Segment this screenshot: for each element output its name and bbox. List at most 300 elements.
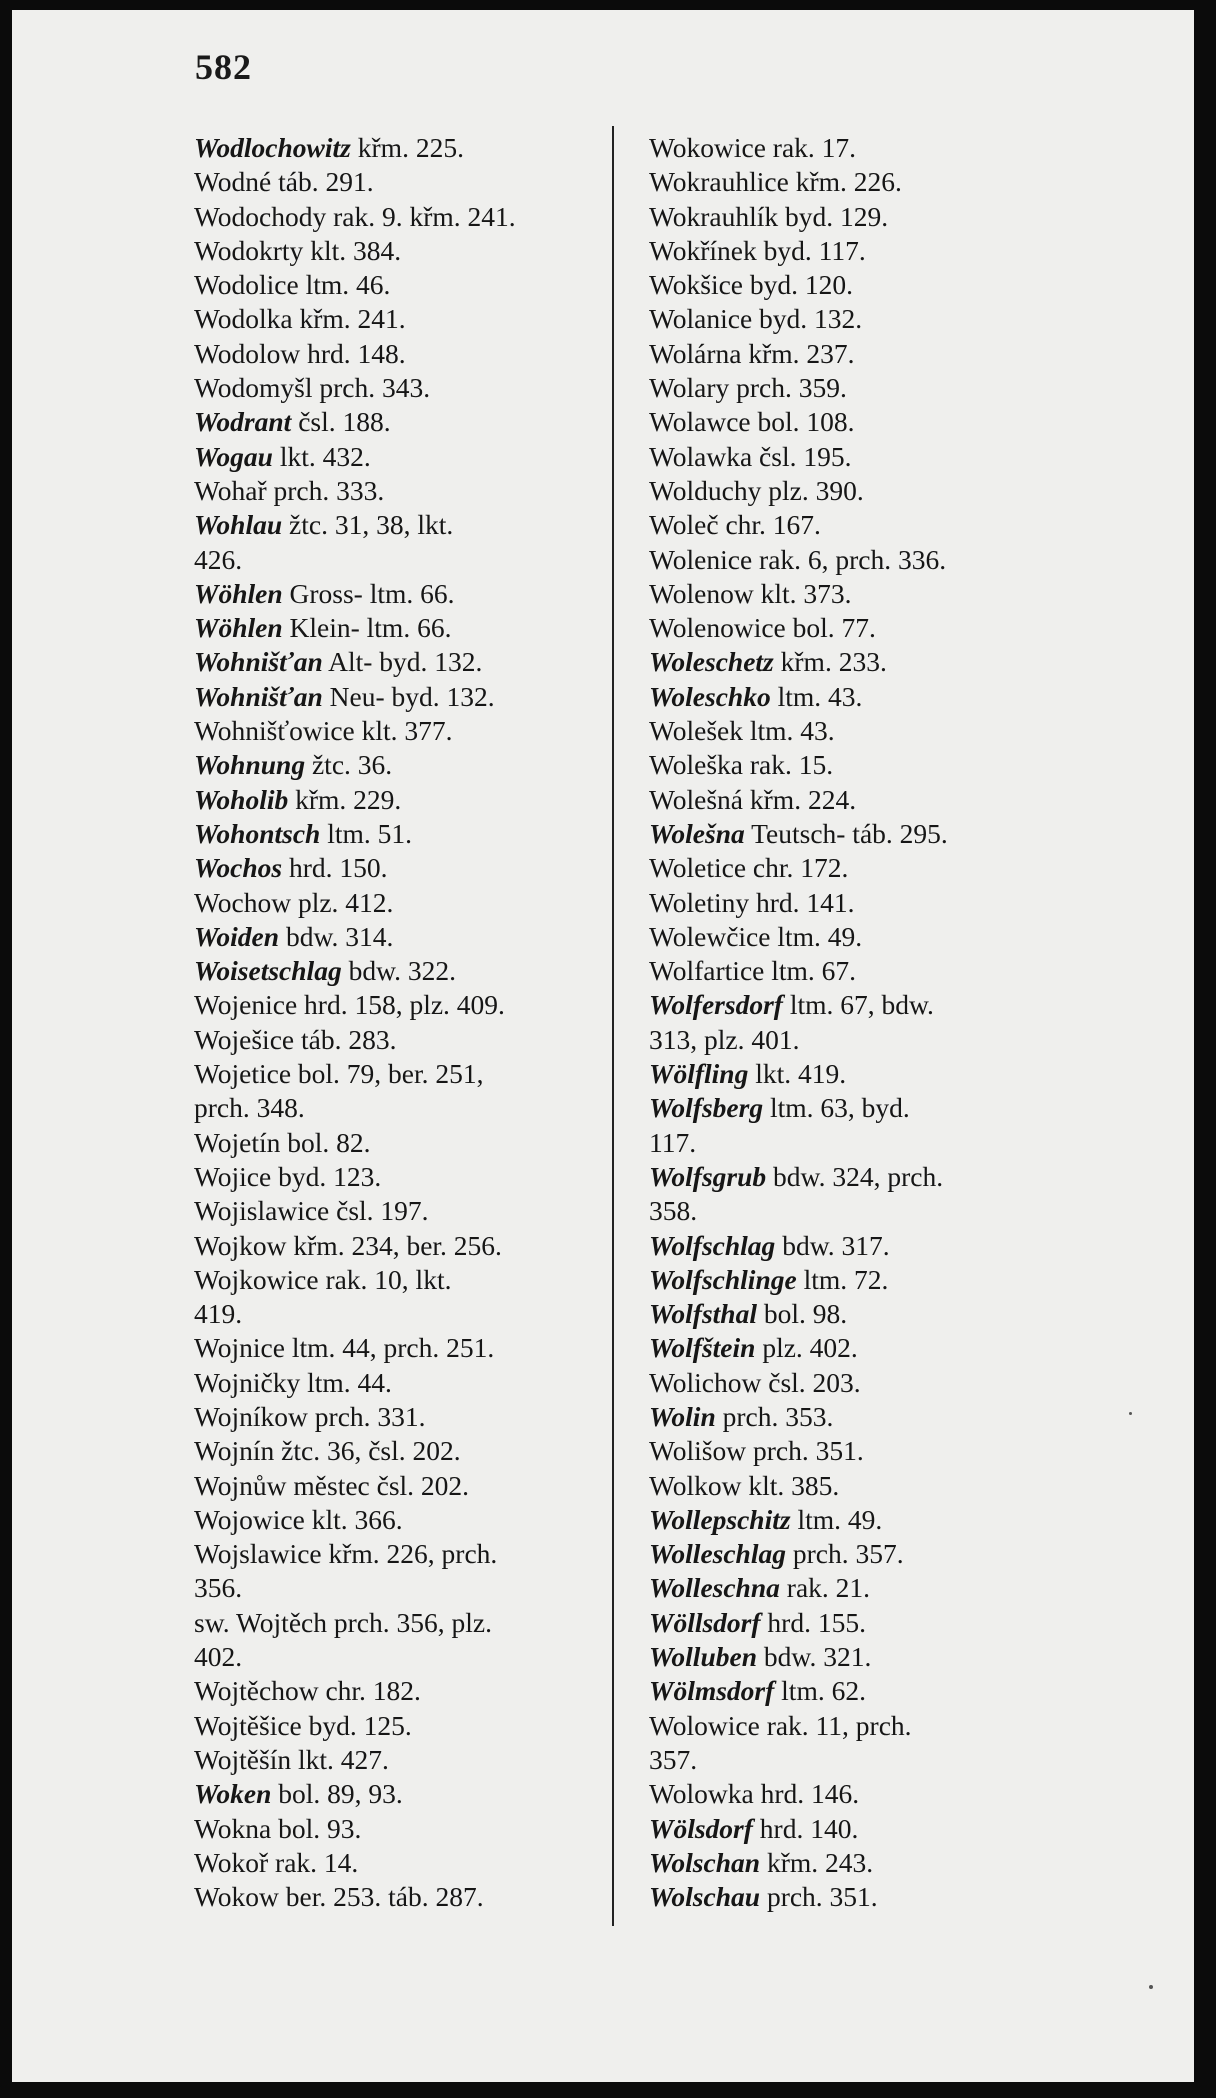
entry-headword: Wolfsgrub	[649, 1160, 767, 1192]
index-entry	[649, 1297, 1079, 1331]
entry-headword: Wohnung	[194, 749, 306, 781]
entry-references: prch. 356, plz.	[326, 1606, 492, 1638]
entry-headword: Wojnůw	[194, 1469, 287, 1501]
entry-references: klt. 384.	[303, 234, 402, 266]
index-entry	[194, 1434, 604, 1468]
index-entry	[649, 988, 1079, 1057]
entry-references: bol. 82.	[280, 1126, 371, 1158]
entry-references: byd. 129.	[778, 200, 889, 232]
index-entry	[649, 817, 1079, 851]
index-entry	[649, 577, 1079, 611]
index-entry	[194, 1880, 604, 1914]
entry-headword: Wöhlen	[194, 612, 283, 644]
entry-references: ltm. 44.	[300, 1366, 392, 1398]
index-entry	[194, 440, 604, 474]
entry-references: prch. 351.	[760, 1881, 878, 1913]
entry-headword: Woken	[194, 1778, 272, 1810]
index-entry	[649, 1091, 1079, 1160]
index-entry	[649, 405, 1079, 439]
index-entry	[194, 371, 604, 405]
index-entry	[194, 1263, 604, 1332]
entry-headword: Wolenice	[649, 543, 753, 575]
entry-references: byd. 117.	[756, 234, 866, 266]
entry-headword: Wolfsthal	[649, 1298, 757, 1330]
entry-headword: Wohnišťan	[194, 646, 323, 678]
entry-references: bdw. 321.	[757, 1641, 872, 1673]
entry-references: byd. 132.	[752, 303, 863, 335]
entry-headword: Wojtěchow	[194, 1675, 319, 1707]
column-divider	[612, 126, 614, 1926]
right-column	[649, 131, 1079, 1914]
index-entry	[649, 920, 1079, 954]
index-entry	[194, 1400, 604, 1434]
entry-references: ltm. 62.	[774, 1675, 866, 1707]
index-entry	[649, 1057, 1079, 1091]
entry-references: táb. 291.	[271, 166, 374, 198]
index-entry	[194, 131, 604, 165]
index-entry	[649, 474, 1079, 508]
entry-references: hrd. 155.	[760, 1606, 866, 1638]
entry-references: chr. 167.	[718, 509, 821, 541]
entry-headword: Wokoř	[194, 1846, 269, 1878]
entry-headword: Wodlochowitz	[194, 132, 351, 163]
entry-headword: Woleschetz	[649, 646, 774, 678]
entry-references: bol. 93.	[271, 1812, 362, 1844]
index-entry	[649, 1160, 1079, 1229]
entry-references: hrd. 150.	[282, 852, 388, 884]
page-number: 582	[195, 47, 252, 87]
entry-headword: Wolkow	[649, 1469, 742, 1501]
entry-references: Teutsch- táb. 295.	[744, 817, 948, 849]
entry-headword: Wokow	[194, 1881, 279, 1913]
index-entry	[649, 200, 1079, 234]
entry-headword: Woletice	[649, 852, 747, 884]
entry-headword: Wolfartice	[649, 955, 765, 987]
index-entry	[649, 1469, 1079, 1503]
index-entry	[649, 886, 1079, 920]
entry-headword: Wolfschlinge	[649, 1263, 797, 1295]
entry-headword: Wolichow	[649, 1366, 762, 1398]
entry-references: žtc. 36, čsl. 202.	[274, 1435, 461, 1467]
index-entry	[649, 1812, 1079, 1846]
entry-headword: Wolárna	[649, 337, 742, 369]
entry-headword: Wojetice	[194, 1058, 292, 1090]
entry-references: klt. 366.	[304, 1503, 403, 1535]
index-entry	[194, 954, 604, 988]
index-entry	[649, 1846, 1079, 1880]
entry-headword: Woleška	[649, 749, 744, 781]
entry-headword: Wollepschitz	[649, 1503, 791, 1535]
index-entry	[194, 1229, 604, 1263]
print-speck	[1149, 1985, 1153, 1989]
index-entry	[649, 851, 1079, 885]
entry-references: rak. 10, lkt.	[318, 1263, 452, 1295]
entry-headword: Wölsdorf	[649, 1812, 753, 1844]
entry-references: ltm. 49.	[770, 920, 863, 952]
entry-references: čsl. 197.	[329, 1195, 429, 1227]
entry-headword: Woleschko	[649, 680, 771, 712]
entry-references: rak. 11, prch.	[759, 1709, 912, 1741]
entry-continuation: 313, plz. 401.	[649, 1023, 800, 1055]
entry-references: hrd. 141.	[749, 886, 855, 918]
entry-references: bdw. 314.	[279, 920, 394, 952]
entry-headword: Wolowice	[649, 1709, 760, 1741]
index-entry	[194, 1160, 604, 1194]
entry-headword: Wokšice	[649, 269, 744, 301]
index-entry	[649, 1331, 1079, 1365]
index-entry	[194, 1537, 604, 1606]
entry-references: městec čsl. 202.	[286, 1469, 470, 1501]
entry-headword: Wolfersdorf	[649, 989, 783, 1021]
index-entry	[649, 1537, 1079, 1571]
index-entry	[649, 440, 1079, 474]
entry-references: ltm. 49.	[790, 1503, 883, 1535]
entry-references: křm. 225.	[350, 132, 464, 163]
entry-headword: Wokrauhlík	[649, 200, 779, 232]
entry-headword: Wojice	[194, 1160, 272, 1192]
entry-references: prch. 359.	[729, 372, 847, 404]
index-entry	[194, 1846, 604, 1880]
entry-headword: Wolanice	[649, 303, 753, 335]
entry-references: ltm. 44, prch. 251.	[284, 1332, 495, 1364]
index-entry	[194, 337, 604, 371]
entry-headword: Wojtěšice	[194, 1709, 302, 1741]
entry-references: rak. 21.	[779, 1572, 871, 1604]
entry-headword: Wokřínek	[649, 234, 757, 266]
index-entry	[194, 988, 604, 1022]
index-entry	[649, 1366, 1079, 1400]
entry-references: žtc. 36.	[305, 749, 393, 781]
index-entry	[194, 645, 604, 679]
entry-headword: Wojníkow	[194, 1400, 308, 1432]
entry-continuation: 402.	[194, 1641, 243, 1673]
entry-headword: Wodokrty	[194, 234, 304, 266]
index-entry	[194, 1777, 604, 1811]
index-entry	[649, 268, 1079, 302]
index-entry	[649, 1777, 1079, 1811]
index-entry	[194, 405, 604, 439]
index-entry	[194, 1743, 604, 1777]
index-entry	[194, 234, 604, 268]
index-entry	[194, 611, 604, 645]
entry-headword: Wohař	[194, 474, 267, 506]
entry-references: bol. 89, 93.	[271, 1778, 403, 1810]
entry-headword: Wojkow	[194, 1229, 287, 1261]
entry-references: ltm. 43.	[770, 680, 863, 712]
index-entry	[194, 817, 604, 851]
entry-headword: Wojničky	[194, 1366, 301, 1398]
index-entry	[649, 783, 1079, 817]
index-entry	[649, 748, 1079, 782]
entry-continuation: 117.	[649, 1126, 697, 1158]
entry-references: prch. 343.	[312, 372, 431, 404]
entry-headword: Wolewčice	[649, 920, 771, 952]
entry-references: bol. 108.	[750, 406, 855, 438]
index-entry	[194, 508, 604, 577]
entry-references: rak. 15.	[743, 749, 834, 781]
entry-continuation: 356.	[194, 1572, 243, 1604]
entry-references: lkt. 427.	[291, 1743, 389, 1775]
entry-headword: Wokna	[194, 1812, 272, 1844]
entry-references: rak. 14.	[268, 1846, 359, 1878]
index-entry	[649, 645, 1079, 679]
entry-references: prch. 357.	[786, 1538, 904, 1570]
index-entry	[194, 714, 604, 748]
entry-references: křm. 233.	[773, 646, 887, 678]
index-entry	[649, 371, 1079, 405]
entry-references: ltm. 72.	[796, 1263, 889, 1295]
index-entry	[194, 302, 604, 336]
entry-references: ltm. 51.	[320, 817, 413, 849]
entry-headword: Wolešná	[649, 783, 744, 815]
entry-references: rak. 6, prch. 336.	[752, 543, 947, 575]
index-entry	[194, 1366, 604, 1400]
entry-headword: Wojtěšín	[194, 1743, 292, 1775]
entry-headword: Wochow	[194, 886, 292, 918]
left-column	[194, 131, 604, 1914]
index-entry	[649, 611, 1079, 645]
index-entry	[649, 1434, 1079, 1468]
entry-references: křm. 234, ber. 256.	[286, 1229, 502, 1261]
entry-references: táb. 283.	[294, 1023, 397, 1055]
entry-references: křm. 237.	[741, 337, 855, 369]
entry-references: ltm. 67.	[764, 955, 857, 987]
index-entry	[649, 1229, 1079, 1263]
index-entry	[194, 1194, 604, 1228]
entry-headword: Woholib	[194, 783, 289, 815]
entry-references: bol. 77.	[785, 612, 876, 644]
entry-continuation: 357.	[649, 1743, 698, 1775]
entry-references: klt. 373.	[753, 577, 852, 609]
entry-headword: Wojnín	[194, 1435, 275, 1467]
entry-references: hrd. 140.	[752, 1812, 859, 1844]
entry-references: rak. 17.	[765, 132, 857, 163]
index-entry	[649, 1400, 1079, 1434]
entry-references: čsl. 195.	[752, 440, 852, 472]
entry-references: čsl. 188.	[291, 406, 391, 438]
entry-headword: Woleč	[649, 509, 719, 541]
entry-continuation: 419.	[194, 1298, 243, 1330]
entry-headword: Wolleschlag	[649, 1538, 786, 1570]
entry-references: lkt. 419.	[748, 1058, 847, 1090]
entry-references: hrd. 146.	[753, 1778, 860, 1810]
entry-headword: Wolišow	[649, 1435, 747, 1467]
entry-headword: Wolešek	[649, 715, 744, 747]
entry-headword: Wojowice	[194, 1503, 305, 1535]
entry-headword: Wolenow	[649, 577, 754, 609]
entry-references: chr. 182.	[318, 1675, 421, 1707]
entry-continuation: 358.	[649, 1195, 698, 1227]
entry-references: bol. 79, ber. 251,	[291, 1058, 484, 1090]
entry-headword: Wolschan	[649, 1846, 761, 1878]
index-entry	[194, 1503, 604, 1537]
entry-headword: Wokowice	[649, 132, 766, 163]
index-entry	[649, 508, 1079, 542]
entry-references: byd. 120.	[743, 269, 854, 301]
entry-headword: Wolešna	[649, 817, 745, 849]
book-page	[12, 10, 1194, 2082]
entry-headword: Wodné	[194, 166, 272, 198]
entry-headword: Wodochody	[194, 200, 327, 232]
index-entry	[194, 680, 604, 714]
entry-headword: Wolfštein	[649, 1332, 756, 1364]
index-entry	[194, 920, 604, 954]
entry-references: klt. 385.	[741, 1469, 840, 1501]
index-entry	[649, 302, 1079, 336]
entry-headword: Wokrauhlice	[649, 166, 789, 198]
index-entry	[194, 474, 604, 508]
entry-references: plz. 402.	[755, 1332, 858, 1364]
entry-references: Klein- ltm. 66.	[282, 612, 452, 644]
index-entry	[649, 1503, 1079, 1537]
index-entry	[649, 165, 1079, 199]
entry-headword: Wojnice	[194, 1332, 285, 1364]
entry-headword: Wölfling	[649, 1058, 749, 1090]
entry-headword: Wolin	[649, 1400, 716, 1432]
entry-references: chr. 172.	[746, 852, 849, 884]
entry-headword: Woisetschlag	[194, 955, 342, 987]
entry-headword: Woletiny	[649, 886, 750, 918]
index-entry	[194, 748, 604, 782]
entry-headword: Wojkowice	[194, 1263, 319, 1295]
index-entry	[194, 1023, 604, 1057]
entry-references: žtc. 31, 38, lkt.	[282, 509, 454, 541]
index-entry	[194, 783, 604, 817]
entry-headword: Wolluben	[649, 1641, 757, 1673]
entry-headword: Wolfsberg	[649, 1092, 764, 1124]
index-entry	[649, 1263, 1079, 1297]
entry-references: byd. 123.	[271, 1160, 382, 1192]
entry-headword: Wodolow	[194, 337, 301, 369]
entry-headword: Wolschau	[649, 1881, 761, 1913]
index-entry	[649, 543, 1079, 577]
index-entry	[649, 1640, 1079, 1674]
print-speck	[1129, 1412, 1132, 1415]
entry-headword: Wojenice	[194, 989, 298, 1021]
index-entry	[194, 577, 604, 611]
index-entry	[649, 714, 1079, 748]
entry-references: prch. 351.	[746, 1435, 864, 1467]
entry-references: ltm. 43.	[743, 715, 835, 747]
index-entry	[194, 268, 604, 302]
index-entry	[194, 1674, 604, 1708]
entry-references: hrd. 158, plz. 409.	[297, 989, 505, 1021]
index-entry	[649, 1606, 1079, 1640]
entry-continuation: prch. 348.	[194, 1092, 305, 1124]
index-entry	[194, 1126, 604, 1160]
entry-references: křm. 226.	[788, 166, 902, 198]
index-entry	[649, 1709, 1079, 1778]
entry-references: plz. 412.	[291, 886, 394, 918]
entry-references: bdw. 317.	[775, 1229, 890, 1261]
entry-headword: Wodomyšl	[194, 372, 313, 404]
index-entry	[194, 1331, 604, 1365]
index-entry	[194, 1812, 604, 1846]
entry-headword: Wojislawice	[194, 1195, 330, 1227]
entry-references: křm. 229.	[288, 783, 402, 815]
index-entry	[194, 200, 604, 234]
entry-headword: Wochos	[194, 852, 283, 884]
entry-headword: Wöllsdorf	[649, 1606, 761, 1638]
entry-headword: Wohlau	[194, 509, 283, 541]
entry-headword: Wolleschna	[649, 1572, 780, 1604]
entry-headword: Wohontsch	[194, 817, 321, 849]
entry-references: plz. 390.	[761, 474, 864, 506]
entry-references: bdw. 324, prch.	[766, 1160, 944, 1192]
entry-references: prch. 333.	[266, 474, 385, 506]
index-entry	[194, 886, 604, 920]
entry-headword: sw. Wojtěch	[194, 1606, 327, 1638]
entry-headword: Wolenowice	[649, 612, 786, 644]
index-entry	[194, 1709, 604, 1743]
entry-references: byd. 125.	[301, 1709, 412, 1741]
entry-continuation: 426.	[194, 543, 243, 575]
entry-references: křm. 226, prch.	[321, 1538, 498, 1570]
entry-headword: Wöhlen	[194, 577, 283, 609]
entry-references: klt. 377.	[354, 715, 453, 747]
entry-headword: Wohnišťan	[194, 680, 323, 712]
entry-references: čsl. 203.	[761, 1366, 861, 1398]
entry-headword: Woješice	[194, 1023, 295, 1055]
entry-references: ltm. 67, bdw.	[782, 989, 934, 1021]
entry-references: ltm. 63, byd.	[763, 1092, 910, 1124]
entry-headword: Wolfschlag	[649, 1229, 776, 1261]
index-entry	[649, 1571, 1079, 1605]
entry-references: bol. 98.	[757, 1298, 848, 1330]
entry-headword: Wodrant	[194, 406, 292, 438]
index-entry	[194, 1469, 604, 1503]
entry-headword: Wolowka	[649, 1778, 754, 1810]
entry-references: Alt- byd. 132.	[322, 646, 483, 678]
entry-references: ber. 253. táb. 287.	[278, 1881, 484, 1913]
index-entry	[649, 680, 1079, 714]
entry-headword: Wolary	[649, 372, 730, 404]
entry-headword: Woiden	[194, 920, 280, 952]
index-entry	[649, 131, 1079, 165]
entry-references: hrd. 148.	[300, 337, 406, 369]
index-entry	[194, 165, 604, 199]
index-entry	[194, 851, 604, 885]
entry-references: ltm. 46.	[298, 269, 391, 301]
index-entry	[649, 337, 1079, 371]
entry-references: prch. 353.	[715, 1400, 834, 1432]
index-entry	[649, 1880, 1079, 1914]
index-entry	[649, 1674, 1079, 1708]
entry-headword: Wohnišťowice	[194, 715, 355, 747]
entry-references: křm. 224.	[743, 783, 857, 815]
entry-references: bdw. 322.	[341, 955, 457, 987]
entry-references: prch. 331.	[307, 1400, 426, 1432]
entry-references: křm. 243.	[760, 1846, 874, 1878]
entry-headword: Wolawce	[649, 406, 751, 438]
entry-headword: Wojetín	[194, 1126, 281, 1158]
entry-headword: Wodolka	[194, 303, 293, 335]
entry-references: Neu- byd. 132.	[322, 680, 495, 712]
entry-headword: Wolduchy	[649, 474, 762, 506]
entry-headword: Wolawka	[649, 440, 753, 472]
entry-references: rak. 9. křm. 241.	[326, 200, 516, 232]
index-entry	[649, 954, 1079, 988]
index-entry	[194, 1606, 604, 1675]
index-entry	[649, 234, 1079, 268]
entry-headword: Wölmsdorf	[649, 1675, 775, 1707]
index-entry	[194, 1057, 604, 1126]
entry-references: lkt. 432.	[272, 440, 371, 472]
entry-references: Gross- ltm. 66.	[282, 577, 455, 609]
entry-headword: Wogau	[194, 440, 273, 472]
entry-headword: Wojslawice	[194, 1538, 322, 1570]
entry-headword: Wodolice	[194, 269, 299, 301]
